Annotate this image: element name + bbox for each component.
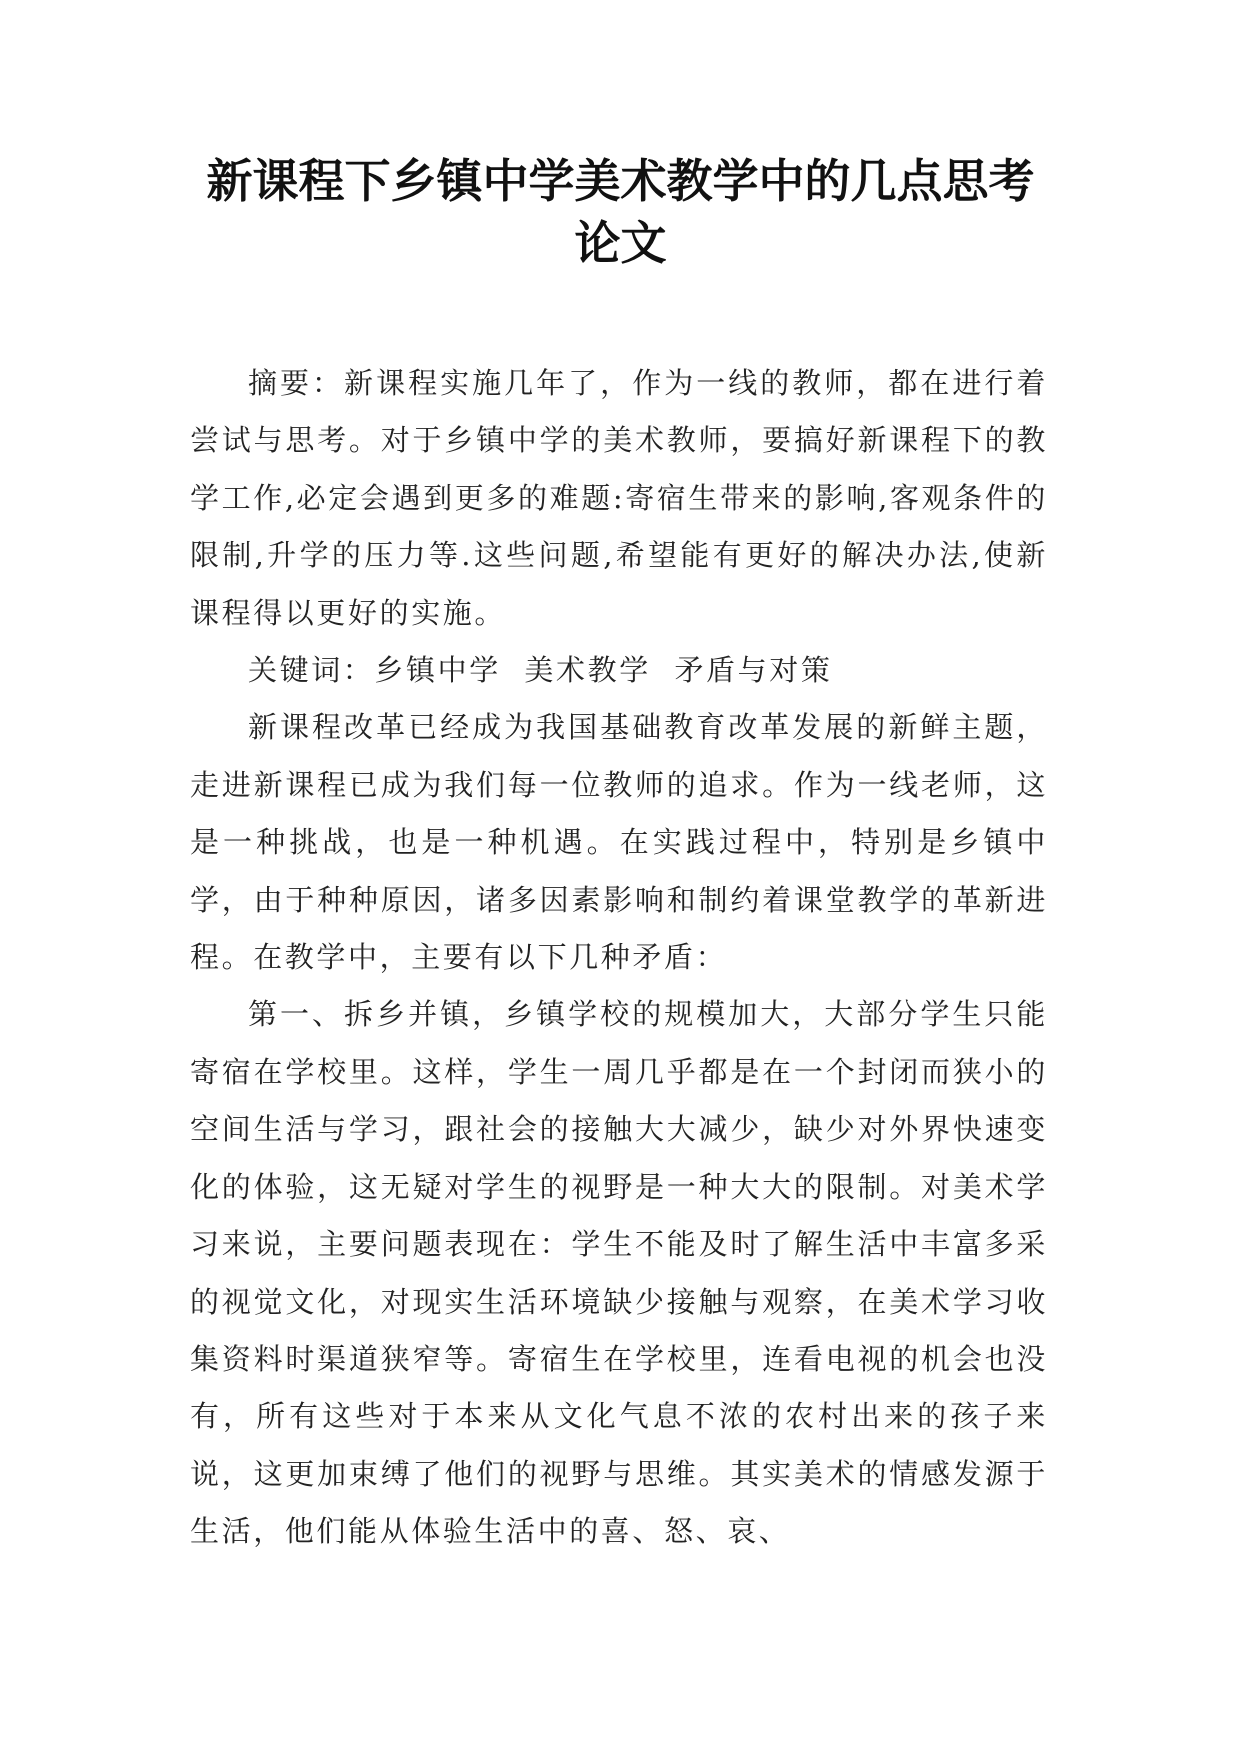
title-line-1: 新课程下乡镇中学美术教学中的几点思考 <box>206 154 1035 208</box>
intro-paragraph: 新课程改革已经成为我国基础教育改革发展的新鲜主题，走进新课程已成为我们每一位教师的追求。作为一线老师，这是一种挑战，也是一种机遇。在实践过程中，特别是乡镇中学，由于种种原因，诸多因素影响和制约着课堂教学的革新进程。在教学中，主要有以下几种矛盾： <box>190 710 1048 975</box>
document-body <box>190 355 1048 1561</box>
abstract-paragraph: 摘要：新课程实施几年了，作为一线的教师，都在进行着尝试与思考。对于乡镇中学的美术教师，要搞好新课程下的教学工作,必定会遇到更多的难题:寄宿生带来的影响,客观条件的限制,升学的压力等.这些问题,希望能有更好的解决办法,使新课程得以更好的实施。 <box>190 366 1048 630</box>
point-one-paragraph: 第一、拆乡并镇，乡镇学校的规模加大，大部分学生只能寄宿在学校里。这样，学生一周几乎都是在一个封闭而狭小的空间生活与学习，跟社会的接触大大减少，缺少对外界快速变化的体验，这无疑对学生的视野是一种大大的限制。对美术学习来说，主要问题表现在：学生不能及时了解生活中丰富多采的视觉文化，对现实生活环境缺少接触与观察，在美术学习收集资料时渠道狭窄等。寄宿生在学校里，连看电视的机会也没有，所有这些对于本来从文化气息不浓的农村出来的孩子来说，这更加束缚了他们的视野与思维。其实美术的情感发源于生活，他们能从体验生活中的喜、怒、哀、 <box>190 997 1048 1549</box>
keywords-paragraph: 关键词：乡镇中学 美术教学 矛盾与对策 <box>248 653 833 688</box>
document-title <box>150 150 1091 274</box>
title-line-2: 论文 <box>574 216 667 270</box>
